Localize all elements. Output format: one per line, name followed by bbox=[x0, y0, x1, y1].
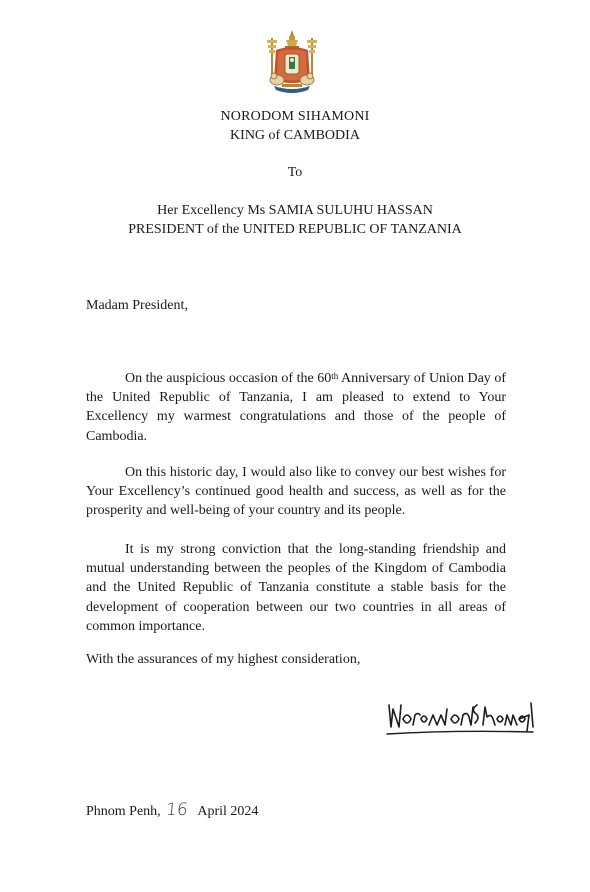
paragraph-2 bbox=[86, 463, 506, 521]
recipient-name: Her Excellency Ms SAMIA SULUHU HASSAN bbox=[157, 203, 433, 218]
recipient-title: PRESIDENT of the UNITED REPUBLIC OF TANZANIA bbox=[128, 222, 462, 237]
handwritten-day: 16 bbox=[164, 800, 189, 820]
paragraph-3-text: It is my strong conviction that the long-standing friendship and mutual understanding between the peoples of the Kingdom of Cambodia and the United Republic of Tanzania constitute a stable basis for the development of cooperation between our two countries in all areas of common importance. bbox=[86, 542, 506, 634]
month-year: April 2024 bbox=[197, 804, 259, 819]
place-date-line bbox=[86, 801, 258, 821]
royal-crest-icon bbox=[262, 30, 322, 96]
paragraph-1-start: On the auspicious occasion of the 60 bbox=[125, 371, 332, 386]
to-label: To bbox=[287, 165, 303, 180]
salutation: Madam President, bbox=[86, 298, 188, 313]
place: Phnom Penh, bbox=[86, 804, 161, 819]
paragraph-1 bbox=[86, 369, 506, 446]
signature-icon bbox=[385, 697, 537, 739]
paragraph-3 bbox=[86, 540, 506, 636]
sender-name: NORODOM SIHAMONI bbox=[220, 109, 370, 124]
closing-line: With the assurances of my highest consideration, bbox=[86, 652, 361, 667]
sender-title: KING of CAMBODIA bbox=[230, 128, 360, 143]
ordinal-suffix: th bbox=[331, 371, 339, 381]
paragraph-2-text: On this historic day, I would also like to convey our best wishes for Your Excellency’s continued good health and success, as well as for the prosperity and well-being of your country and its people. bbox=[86, 465, 506, 519]
paragraph-1-rest: Anniversary of Union Day of the United Republic of Tanzania, I am pleased to extend to Your Excellency my warmest congratulations and those of the people of Cambodia. bbox=[86, 371, 506, 444]
